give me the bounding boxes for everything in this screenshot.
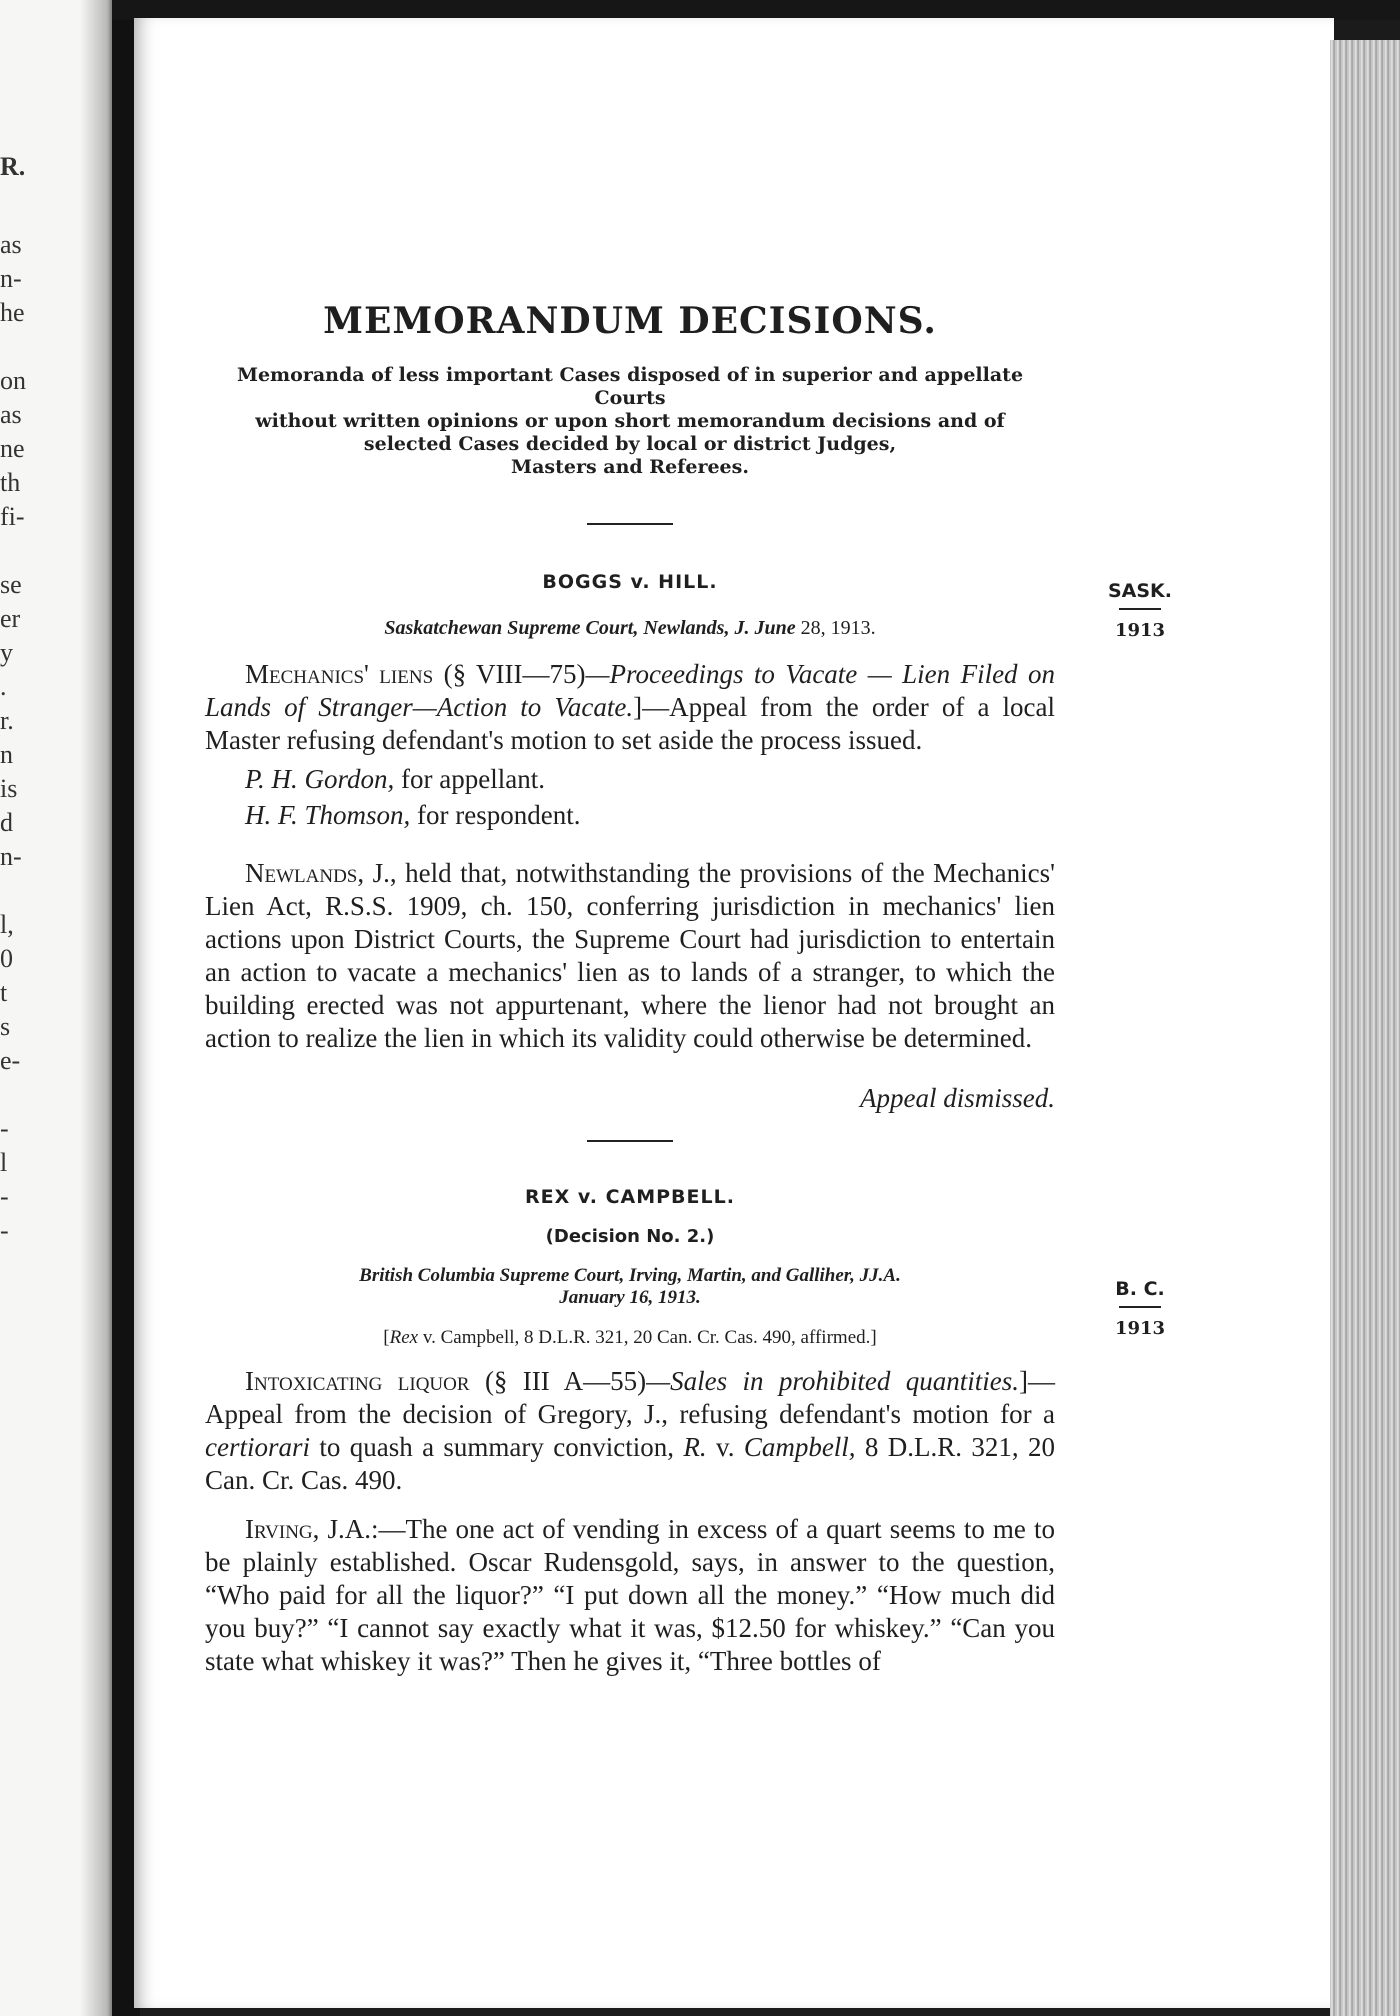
left-edge-fragment: n- [0,264,22,293]
section-divider [587,523,673,525]
left-edge-fragment: - [0,1114,9,1143]
page-stack-edges [1330,40,1400,2016]
counsel-line [245,761,1055,797]
case-2-cite-v: v. [706,1432,744,1462]
left-edge-fragment: l [0,1148,8,1177]
left-edge-fragment [0,534,60,568]
case-1-margin-note [1100,580,1180,641]
top-scan-border [112,0,1400,20]
subtitle-line: without written opinions or upon short memorandum decisions and of [255,410,1005,432]
left-edge-fragment: . [0,672,7,701]
citation-italic: Rex [389,1327,419,1348]
left-edge-fragment: se [0,570,22,599]
left-edge-fragment: t [0,978,8,1007]
case-2-certiorari: certiorari [205,1432,310,1462]
left-edge-fragment: 0 [0,944,13,973]
left-edge-fragment: - [0,1182,9,1211]
counsel-role: for appellant. [394,764,545,794]
left-edge-fragment: e- [0,1046,21,1075]
judgment-text: , J., held that, notwithstanding the provisions of the Mechanics' Lien Act, R.S.S. 1909, ch. 150, conferring jurisdiction in mechanics' lien actions upon District Courts, the Supreme Court had jurisdiction to entertain an action to vacate a mechanics' lien as to lands of a stranger, to which the building erected was not appurtenant, where the lienor had not brought an action to realize the lien in which its validity could otherwise be determined. [205,858,1055,1053]
case-2-headnote-rest: ]—Appeal from the decision of Gregory, J., refusing defendant's motion for a [205,1366,1056,1429]
counsel-name: P. H. Gordon, [245,764,395,794]
page-content [205,300,1055,1678]
left-edge-fragment: s [0,1012,11,1041]
margin-rule [1119,1306,1161,1308]
case-2-headnote-section: (§ III A—55) [484,1366,647,1396]
left-edge-fragment [0,874,60,908]
left-edge-fragment: - [0,1216,9,1245]
case-1-headnote-italic: —Proceedings to Vacate — Lien Filed on Lands of Stranger—Action to Vacate. [205,659,1055,722]
margin-province: SASK. [1107,580,1172,602]
left-edge-fragment: l, [0,910,14,939]
case-1-counsel [205,761,1055,833]
left-edge-fragment: he [0,298,25,327]
margin-province: B. C. [1115,1278,1165,1300]
left-edge-fragment: ne [0,434,25,463]
counsel-role: for respondent. [410,800,581,830]
counsel-line [245,797,1055,833]
citation-rest: v. Campbell, 8 D.L.R. 321, 20 Can. Cr. Cas. 490, affirmed.] [418,1327,877,1348]
case-1-court-date: 28, 1913. [800,617,876,639]
page-subtitle [215,364,1045,479]
page-title: MEMORANDUM DECISIONS. [323,300,937,342]
margin-rule [1119,608,1161,610]
left-page-text-fragments [0,150,60,1248]
case-1-result: Appeal dismissed. [860,1083,1055,1113]
case-1-court-italic: Saskatchewan Supreme Court, Newlands, J. June [384,617,796,639]
counsel-name: H. F. Thomson, [245,800,411,830]
left-edge-fragment: th [0,468,21,497]
left-edge-fragment: on [0,366,26,395]
case-1-headnote-rest: ]—Appeal from the order of a local Master refusing defendant's motion to set aside the process issued. [205,692,1056,755]
case-2-headnote-topic: Intoxicating liquor [245,1366,470,1396]
case-2-headnote [205,1365,1055,1497]
left-edge-fragment [0,1078,60,1112]
case-2-headnote-rest: to quash a summary conviction, [310,1432,684,1462]
subtitle-line: Memoranda of less important Cases disposed of in superior and appellate Courts [236,364,1024,409]
left-edge-fragment [0,330,60,364]
case-2-decision-number: (Decision No. 2.) [545,1226,715,1247]
book-gutter [112,0,136,2016]
judge-name: Newlands [245,858,358,888]
case-2-court [205,1265,1055,1309]
left-edge-fragment [0,194,60,228]
left-edge-fragment: is [0,774,18,803]
left-edge-fragment: as [0,230,22,259]
case-1-title: BOGGS v. HILL. [542,571,718,593]
court-line: January 16, 1913. [559,1287,701,1308]
margin-year: 1913 [1114,620,1166,641]
left-edge-fragment: fi- [0,502,25,531]
judge-name: Irving [245,1514,313,1544]
case-2-headnote-italic: —Sales in prohibited quantities. [646,1366,1020,1396]
case-1-judgment [205,857,1055,1055]
case-1-headnote-topic: Mechanics' liens [245,659,434,689]
left-edge-fragment: as [0,400,22,429]
case-2-cite-name: Campbell, [743,1432,856,1462]
left-edge-fragment: y [0,638,13,667]
margin-year: 1913 [1114,1318,1166,1339]
case-2-margin-note [1100,1278,1180,1339]
case-1-headnote [205,658,1055,757]
bracket-open: [ [383,1327,390,1348]
subtitle-line: selected Cases decided by local or district Judges, [363,433,897,455]
case-2-cite-r: R. [683,1432,707,1462]
case-2-prior-citation [205,1327,1055,1349]
left-edge-fragment: n- [0,842,22,871]
left-edge-fragment: d [0,808,13,837]
left-edge-fragment: r. [0,706,14,735]
case-2-title: REX v. CAMPBELL. [525,1186,735,1208]
case-1-headnote-section: (§ VIII—75) [443,659,586,689]
subtitle-line: Masters and Referees. [511,456,749,478]
case-2-judgment [205,1513,1055,1678]
court-line: British Columbia Supreme Court, Irving, Martin, and Galliher, JJ.A. [359,1265,901,1286]
judgment-text: , J.A.:—The one act of vending in excess of a quart seems to me to be plainly established. Oscar Rudensgold, says, in answer to the question, “Who paid for all the liquor?” “I put down all the money.” “How much did you buy?” “I cannot say exactly what it was, $12.50 for whiskey.” “Can you state what whiskey it was?” Then he gives it, “Three bottles of [205,1514,1055,1676]
left-edge-fragment: R. [0,152,26,181]
section-divider [587,1140,673,1142]
case-2-cite-rest: 8 D.L.R. 321, 20 Can. Cr. Cas. 490. [205,1432,1055,1495]
case-1-court [205,617,1055,640]
left-edge-fragment: er [0,604,21,633]
left-edge-fragment: n [0,740,13,769]
